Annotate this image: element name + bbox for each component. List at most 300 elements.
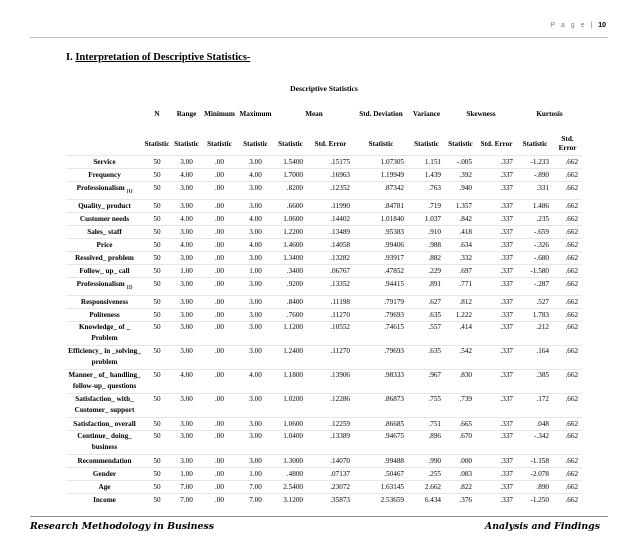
table-cell: .74615 [354,322,408,346]
header-minimum: Minimum [204,109,235,118]
table-cell: 3.00 [171,295,202,308]
table-cell: 1.19949 [354,169,408,182]
table-cell: .635 [408,309,445,322]
subheader-cell: Std. Error [314,139,347,148]
table-cell: -2.078 [517,468,553,481]
table-cell: 1.2200 [274,226,307,239]
row-label [66,156,143,169]
table-cell: 50 [143,468,171,481]
table-cell: .79179 [354,295,408,308]
table-cell: .385 [517,370,553,394]
row-label [66,252,143,265]
table-cell: .11270 [307,346,354,370]
table-cell: 1.357 [445,199,476,212]
row-label-subscript: (2) [126,285,133,291]
table-cell: .99406 [354,239,408,252]
table-cell: .87342 [354,182,408,200]
table-cell: 3.00 [237,252,274,265]
row-label [66,239,143,252]
subheader-cell: Statistic [448,139,473,148]
table-cell: 3.00 [237,322,274,346]
table-row [66,295,582,308]
table-cell: .00 [202,252,237,265]
table-cell: .00 [202,455,237,468]
table-row [66,252,582,265]
table-cell: .418 [445,226,476,239]
table-cell: .00 [202,346,237,370]
table-cell: .665 [445,418,476,431]
table-cell: .98333 [354,370,408,394]
table-cell: .95383 [354,226,408,239]
table-cell: 50 [143,182,171,200]
table-cell: .00 [202,278,237,296]
table-body [66,156,582,507]
row-label [66,370,143,394]
table-cell: .842 [445,212,476,225]
table-cell: .7600 [274,309,307,322]
table-cell: .235 [517,212,553,225]
table-cell: 1.222 [445,309,476,322]
table-cell: .00 [202,418,237,431]
table-cell: .00 [202,199,237,212]
table-cell: .662 [553,169,582,182]
table-cell: .910 [408,226,445,239]
table-cell: 3.00 [171,199,202,212]
row-label [66,278,143,296]
table-cell: .751 [408,418,445,431]
table-cell: .812 [445,295,476,308]
table-cell: .662 [553,394,582,418]
table-cell: .662 [553,278,582,296]
footer-left-text: Research Methodology in Business [30,521,214,532]
table-cell: .337 [476,322,517,346]
table-cell: .662 [553,212,582,225]
table-cell: .882 [408,252,445,265]
table-cell: 4.00 [171,239,202,252]
table-cell: .00 [202,481,237,494]
table-cell: .755 [408,394,445,418]
table-cell: 7.00 [171,494,202,507]
header-n: N [154,109,160,118]
table-cell: .11270 [307,309,354,322]
table-cell: .00 [202,309,237,322]
table-cell: -.659 [517,226,553,239]
table-cell: .93917 [354,252,408,265]
row-label-text: Satisfaction_ overall [73,420,136,429]
table-cell: .337 [476,252,517,265]
table-cell: .6600 [274,199,307,212]
table-cell: 1.783 [517,309,553,322]
table-cell: 3.00 [171,156,202,169]
table-cell: .662 [553,295,582,308]
table-cell: .634 [445,239,476,252]
table-cell: .00 [202,156,237,169]
table-row [66,418,582,431]
table-cell: .337 [476,431,517,455]
table-cell: .337 [476,418,517,431]
table-row [66,169,582,182]
table-cell: 3.00 [171,309,202,322]
subheader-cell: Statistic [243,139,268,148]
table-cell: .376 [445,494,476,507]
subheader-cell: Std. Error [480,139,513,148]
table-cell: .337 [476,309,517,322]
row-label-subscript: (1) [126,189,133,195]
table-cell: .337 [476,346,517,370]
table-cell: 1.7000 [274,169,307,182]
table-row [66,346,582,370]
table-cell: 3.00 [171,346,202,370]
table-row [66,455,582,468]
table-cell: .35873 [307,494,354,507]
table-cell: 2.53659 [354,494,408,507]
table-cell: 50 [143,169,171,182]
table-cell: .12286 [307,394,354,418]
table-cell: .00 [202,169,237,182]
row-label-text: Professionalism [76,280,125,289]
table-cell: 1.439 [408,169,445,182]
table-cell: 1.07305 [354,156,408,169]
row-label [66,468,143,481]
table-cell: .542 [445,346,476,370]
table-cell: 3.00 [237,394,274,418]
row-label [66,494,143,507]
table-cell: .14070 [307,455,354,468]
table-cell: .94675 [354,431,408,455]
table-cell: .99488 [354,455,408,468]
row-label-text: Customer needs [79,214,130,223]
subheader-cell: Statistic [414,139,439,148]
table-row [66,322,582,346]
table-cell: 50 [143,239,171,252]
table-cell: .763 [408,182,445,200]
table-cell: 1.3400 [274,252,307,265]
table-cell: 50 [143,156,171,169]
table-cell: .12352 [307,182,354,200]
table-cell: .13282 [307,252,354,265]
subheader-cell: Statistic [144,139,170,148]
table-cell: .557 [408,322,445,346]
table-cell: 7.00 [237,494,274,507]
table-cell: .337 [476,295,517,308]
table-cell: .000 [445,455,476,468]
table-cell: .9200 [274,278,307,296]
row-label-text: Satisfaction_ with_ Customer_ support [74,395,135,414]
table-cell: .06767 [307,265,354,278]
row-label [66,169,143,182]
table-cell: -.342 [517,431,553,455]
row-label [66,226,143,239]
table-cell: .048 [517,418,553,431]
header-maximum: Maximum [239,109,272,118]
table-cell: .16963 [307,169,354,182]
table-cell: 4.00 [237,239,274,252]
table-cell: 1.1800 [274,370,307,394]
table-cell: .13906 [307,370,354,394]
table-row [66,226,582,239]
table-cell: .00 [202,226,237,239]
table-cell: 3.00 [237,199,274,212]
table-cell: -.005 [445,156,476,169]
table-cell: .332 [445,252,476,265]
row-label [66,212,143,225]
section-title [66,52,250,63]
table-cell: .337 [476,169,517,182]
table-cell: .13489 [307,226,354,239]
table-cell: .23072 [307,481,354,494]
table-cell: 1.00 [237,468,274,481]
table-cell: .990 [408,455,445,468]
table-cell: .255 [408,468,445,481]
table-row [66,481,582,494]
table-cell: 3.00 [171,278,202,296]
table-cell: .00 [202,322,237,346]
row-label-text: Politeness [89,311,120,319]
table-cell: .94415 [354,278,408,296]
table-cell: .719 [408,199,445,212]
table-row [66,431,582,455]
table-cell: .00 [202,295,237,308]
table-cell: .4800 [274,468,307,481]
row-label-text: Income [93,496,116,505]
table-cell: 6.434 [408,494,445,507]
row-label [66,265,143,278]
table-cell: .662 [553,239,582,252]
table-cell: .662 [553,182,582,200]
table-cell: 1.151 [408,156,445,169]
table-cell: 7.00 [237,481,274,494]
table-cell: .392 [445,169,476,182]
table-cell: .337 [476,156,517,169]
table-cell: 3.00 [171,455,202,468]
table-cell: .662 [553,265,582,278]
table-cell: 4.00 [237,169,274,182]
table-cell: 3.00 [237,182,274,200]
table-row [66,239,582,252]
table-cell: .00 [202,494,237,507]
table-cell: 50 [143,431,171,455]
table-cell: 3.00 [171,418,202,431]
table-cell: .662 [553,309,582,322]
row-label [66,322,143,346]
table-cell: 3.00 [171,431,202,455]
table-cell: 1.00 [237,265,274,278]
subheader-cell: Statistic [174,139,199,148]
table-row [66,278,582,296]
row-label [66,455,143,468]
table-cell: .337 [476,394,517,418]
header-range: Range [176,109,197,118]
table-cell: .15175 [307,156,354,169]
row-label [66,182,143,200]
table-cell: .083 [445,468,476,481]
table-cell: -1.250 [517,494,553,507]
row-label [66,431,143,455]
table-cell: .12259 [307,418,354,431]
table-cell: 1.0600 [274,212,307,225]
subheader-row [66,133,582,156]
table-cell: .662 [553,252,582,265]
table-cell: -.326 [517,239,553,252]
footer-right-text: Analysis and Findings [484,521,600,532]
row-label [66,309,143,322]
table-cell: .13389 [307,431,354,455]
table-cell: 50 [143,494,171,507]
row-label [66,295,143,308]
table-cell: .14402 [307,212,354,225]
subheader-cell: Statistic [522,139,548,148]
table-cell: 50 [143,199,171,212]
row-label-text: Responsiveness [80,297,129,306]
table-cell: -1.158 [517,455,553,468]
table-cell: .662 [553,481,582,494]
table-cell: .337 [476,455,517,468]
subheader-cell: Statistic [278,139,303,148]
table-cell: .50467 [354,468,408,481]
row-label-text: Manner_ of_ handling_ follow-up_ questions [68,371,141,390]
table-cell: .47852 [354,265,408,278]
table-cell: .86873 [354,394,408,418]
table-cell: 4.00 [237,370,274,394]
table-cell: 50 [143,418,171,431]
table-cell: 1.2400 [274,346,307,370]
table-row [66,468,582,481]
table-cell: 50 [143,370,171,394]
table-cell: .662 [553,370,582,394]
table-cell: .697 [445,265,476,278]
table-cell: .662 [553,322,582,346]
table-cell: .11990 [307,199,354,212]
table-cell: .8400 [274,295,307,308]
table-cell: .988 [408,239,445,252]
table-cell: .00 [202,394,237,418]
table-cell: 3.1200 [274,494,307,507]
table-cell: .414 [445,322,476,346]
subheader-cell: Std. Error [558,135,577,153]
table-row [66,156,582,169]
header-kurtosis: Kurtosis [536,109,563,118]
table-cell: 1.00 [171,265,202,278]
table-cell: 50 [143,295,171,308]
table-cell: .337 [476,212,517,225]
table-cell: 50 [143,455,171,468]
table-cell: .337 [476,265,517,278]
table-cell: 50 [143,394,171,418]
table-cell: .662 [553,346,582,370]
table-cell: .00 [202,239,237,252]
table-cell: 2.5400 [274,481,307,494]
table-cell: .527 [517,295,553,308]
table-row [66,370,582,394]
table-cell: .229 [408,265,445,278]
row-label-text: Professionalism [76,184,125,193]
table-cell: .00 [202,212,237,225]
table-cell: .337 [476,494,517,507]
table-row [66,265,582,278]
table-cell: -.680 [517,252,553,265]
page-number-value: 10 [598,22,606,29]
table-cell: 1.5400 [274,156,307,169]
table-cell: 1.0200 [274,394,307,418]
table-cell: .771 [445,278,476,296]
table-cell: .00 [202,431,237,455]
table-cell: 50 [143,265,171,278]
table-cell: .337 [476,468,517,481]
table-cell: .00 [202,468,237,481]
table-cell: .10552 [307,322,354,346]
table-cell: .337 [476,199,517,212]
table-cell: .337 [476,182,517,200]
row-label [66,394,143,418]
table-cell: 50 [143,252,171,265]
table-cell: .627 [408,295,445,308]
table-cell: 1.037 [408,212,445,225]
table-cell: 4.00 [171,169,202,182]
table-cell: 4.00 [171,370,202,394]
table-cell: 3.00 [237,418,274,431]
table-cell: 3.00 [237,346,274,370]
table-cell: 3.00 [171,322,202,346]
table-cell: 7.00 [171,481,202,494]
table-cell: .00 [202,182,237,200]
table-cell: .670 [445,431,476,455]
row-label [66,199,143,212]
row-label-text: Service [93,158,116,167]
table-cell: .79693 [354,309,408,322]
table-cell: 1.486 [517,199,553,212]
table-cell: 1.4600 [274,239,307,252]
table-cell: 50 [143,278,171,296]
table-cell: .891 [408,278,445,296]
table-cell: .79693 [354,346,408,370]
table-cell: 1.1200 [274,322,307,346]
row-label-text: Price [96,241,113,250]
row-label-text: Knowledge_ of _ Problem [78,323,131,342]
table-cell: .331 [517,182,553,200]
table-cell: 3.00 [237,226,274,239]
row-label-text: Recommendation [77,457,132,466]
table-cell: 1.01840 [354,212,408,225]
table-cell: .164 [517,346,553,370]
table-cell: .212 [517,322,553,346]
table-row [66,199,582,212]
row-label [66,346,143,370]
table-cell: 1.0600 [274,418,307,431]
table-cell: -.890 [517,169,553,182]
table-cell: .07137 [307,468,354,481]
table-cell: .967 [408,370,445,394]
table-row [66,212,582,225]
table-cell: .662 [553,494,582,507]
table-cell: 3.00 [237,431,274,455]
table-cell: 3.00 [171,252,202,265]
table-cell: 50 [143,481,171,494]
row-label-text: Follow_ up_ call [79,267,130,276]
table-cell: .13352 [307,278,354,296]
header-variance: Variance [412,109,441,118]
table-cell: 1.3000 [274,455,307,468]
table-cell: .662 [553,455,582,468]
table-cell: 3.00 [171,226,202,239]
table-cell: 3.00 [237,295,274,308]
table-cell: 50 [143,226,171,239]
table-cell: 50 [143,309,171,322]
table-cell: 4.00 [171,212,202,225]
row-label-text: Efficiency_ in _solving_ problem [68,347,141,366]
table-cell: .337 [476,370,517,394]
table-cell: .662 [553,226,582,239]
table-cell: .172 [517,394,553,418]
